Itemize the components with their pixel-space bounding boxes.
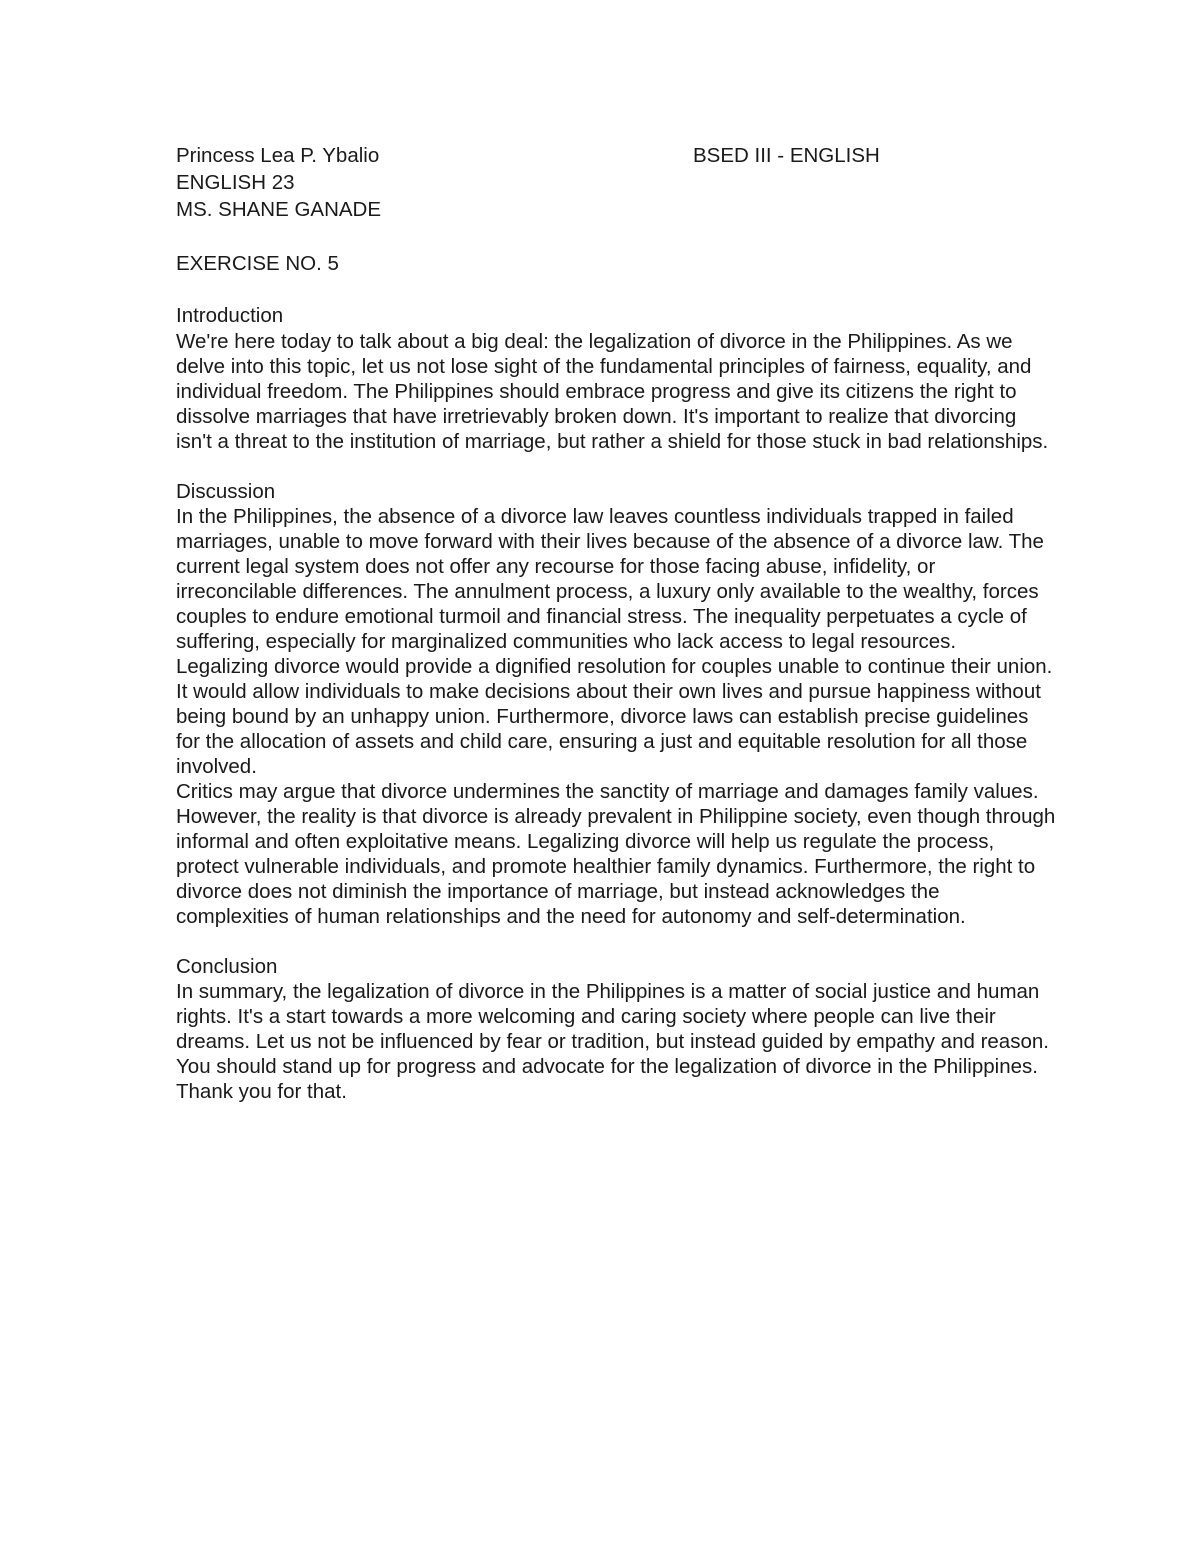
exercise-title: EXERCISE NO. 5 [176, 252, 339, 275]
program-label: BSED III - ENGLISH [693, 144, 880, 167]
discussion-paragraph-1: In the Philippines, the absence of a divorce law leaves countless individuals trapped in failed marriages, unable to move forward with their lives because of the absence of a divorce law. The current legal system does not offer any recourse for those facing abuse, infidelity, or irreconcilable differences. The annulment process, a luxury only available to the wealthy, forces couples to endure emotional turmoil and financial stress. The inequality perpetuates a cycle of suffering, especially for marginalized communities who lack access to legal resources. [176, 505, 1044, 653]
discussion-paragraph-3: Critics may argue that divorce undermines the sanctity of marriage and damages family values. However, the reality is that divorce is already prevalent in Philippine society, even though through informal and often exploitative means. Legalizing divorce will help us regulate the process, protect vulnerable individuals, and promote healthier family dynamics. Furthermore, the right to divorce does not diminish the importance of marriage, but instead acknowledges the complexities of human relationships and the need for autonomy and self-determination. [176, 780, 1056, 928]
discussion-heading: Discussion [176, 480, 276, 503]
student-name: Princess Lea P. Ybalio [176, 144, 380, 167]
introduction-heading: Introduction [176, 304, 284, 327]
conclusion-paragraph: In summary, the legalization of divorce in the Philippines is a matter of social justice and human rights. It's a start towards a more welcoming and caring society where people can live their dreams. Let us not be influenced by fear or tradition, but instead guided by empathy and reason. You should stand up for progress and advocate for the legalization of divorce in the Philippines. Thank you for that. [176, 980, 1049, 1103]
introduction-paragraph: We're here today to talk about a big deal: the legalization of divorce in the Philippines. As we delve into this topic, let us not lose sight of the fundamental principles of fairness, equality, and individual freedom. The Philippines should embrace progress and give its citizens the right to dissolve marriages that have irretrievably broken down. It's important to realize that divorcing isn't a threat to the institution of marriage, but rather a shield for those stuck in bad relationships. [176, 330, 1049, 453]
instructor-label: MS. SHANE GANADE [176, 198, 382, 221]
discussion-paragraph-2: Legalizing divorce would provide a dignified resolution for couples unable to continue their union. It would allow individuals to make decisions about their own lives and pursue happiness without being bound by an unhappy union. Furthermore, divorce laws can establish precise guidelines for the allocation of assets and child care, ensuring a just and equitable resolution for all those involved. [176, 655, 1053, 778]
course-label: ENGLISH 23 [176, 171, 295, 194]
document-body [176, 142, 1056, 1104]
header-row [176, 142, 1056, 169]
conclusion-heading: Conclusion [176, 955, 278, 978]
